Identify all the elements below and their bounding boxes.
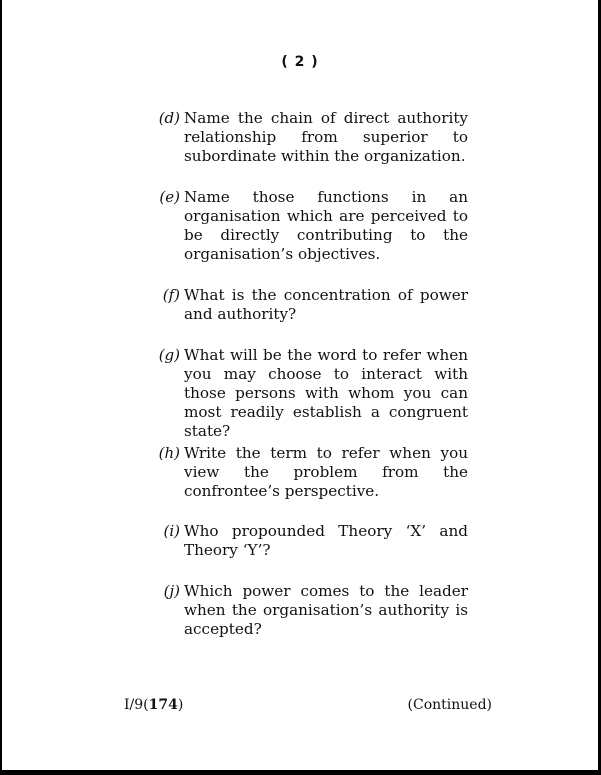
question-text: What will be the word to refer when you may choose to interact with those persons with whom you can most readily establish a congruent state? (184, 346, 468, 440)
question-label: (f) (162, 286, 180, 304)
question-text: Write the term to refer when you view the problem from the confrontee’s perspective. (184, 444, 468, 500)
question-text: Who propounded Theory ‘X’ and Theory ‘Y’? (184, 522, 468, 559)
question-text: Name those functions in an organisation which are perceived to be directly contributing to the organisation’s objectives. (184, 188, 468, 263)
question-label: (e) (159, 188, 180, 206)
question-text: What is the concentration of power and authority? (184, 286, 468, 323)
page-number: ( 2 ) (281, 54, 319, 70)
continued-note: (Continued) (407, 697, 492, 713)
question-text: Name the chain of direct authority relationship from superior to subordinate within the organization. (184, 109, 468, 165)
question-label: (i) (163, 522, 180, 540)
question-label: (d) (158, 109, 180, 127)
question-label: (h) (158, 444, 180, 462)
exam-page (2, 0, 598, 770)
question-text: Which power comes to the leader when the organisation’s authority is accepted? (184, 582, 468, 638)
question-label: (g) (158, 346, 180, 364)
paper-code: I/9(174) (124, 697, 184, 713)
question-label: (j) (163, 582, 180, 600)
